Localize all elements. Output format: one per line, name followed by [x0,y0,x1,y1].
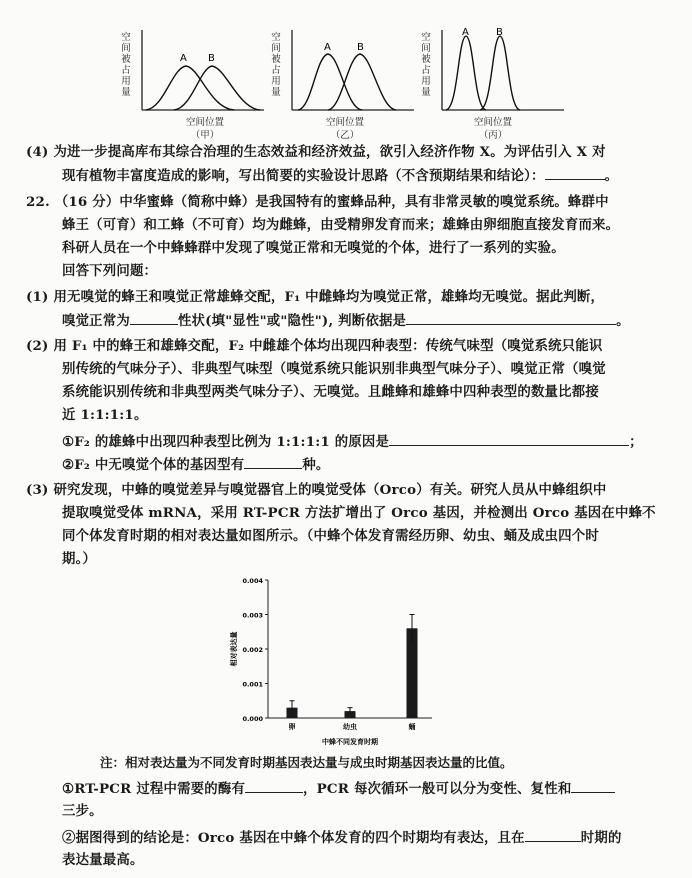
answer-blank[interactable] [389,431,629,446]
figure-caption: （乙） [330,130,360,141]
figure-ylabel: 空间被占用量 [421,32,431,98]
answer-blank[interactable] [244,454,302,469]
figure-xlabel: 空间位置 [325,117,364,128]
chart-note: 注：相对表达量为不同发育时期基因表达量与成虫时期基因表达量的比值。 [100,755,513,770]
niche-curves-chart [434,28,574,118]
q22-part3-sub1: ①RT-PCR 过程中需要的酶有 ，PCR 每次循环一般可以分为变性、复性和 [62,778,664,799]
y-axis-label: 相对表达量 [230,631,238,667]
figure-xlabel: 空间位置 [473,117,512,128]
y-tick-label: 0.003 [242,611,263,620]
curve-label-a: A [324,42,331,53]
q4-line-1: (4) 为进一步提高库布其综合治理的生态效益和经济效益，欲引入经济作物 X。为评估引入 X 对 [26,144,606,160]
x-axis-label: 中蜂不同发育时期 [322,738,378,746]
q22-intro-4: 回答下列问题： [62,263,158,279]
x-tick-label: 卵 [288,723,296,731]
q22-part3-sub1-end: 三步。 [62,803,103,819]
x-tick-label: 幼虫 [343,723,357,731]
q4-text: 现有植物丰富度造成的影响，写出简要的实验设计思路（不含预期结果和结论）： [62,168,545,184]
curve-label-a: A [180,53,187,64]
q22-part3-sub2: ②据图得到的结论是：Orco 基因在中蜂个体发育的四个时期均有表达，且在 时期的 [62,827,664,848]
niche-curves-chart [134,28,274,118]
q22-part3-line3: 同个体发育时期的相对表达量如图所示。（中蜂个体发育需经历卵、幼虫、蛹及成虫四个时 [62,528,599,544]
y-tick-label: 0.004 [242,577,263,585]
q22-part2-sub1: ①F₂ 的雄蜂中出现四种表型比例为 1:1:1:1 的原因是 ； [62,431,664,452]
y-tick-label: 0.000 [242,715,263,723]
q22-part2-line3: 系统能识别传统和非典型两类气味分子）、无嗅觉。且雌蜂和雄蜂中四种表型的数量比都接 [62,384,599,400]
q4-line-2: 现有植物丰富度造成的影响，写出简要的实验设计思路（不含预期结果和结论）： 。 [62,165,664,186]
q22-intro-1: 22. （16 分）中华蜜蜂（简称中蜂）是我国特有的蜜蜂品种，具有非常灵敏的嗅觉系统。蜂群中 [26,194,609,210]
q22-intro-2: 蜂王（可育）和工蜂（不可育）均为雌蜂，由受精卵发育而来；雄蜂由卵细胞直接发育而来。 [62,217,620,233]
answer-blank[interactable] [571,778,615,793]
answer-blank[interactable] [406,310,616,325]
y-tick-label: 0.001 [242,680,263,689]
q22-part1-line2: 嗅觉正常为 性状(填"显性"或"隐性"), 判断依据是 。 [62,310,664,331]
q22-part3-line2: 提取嗅觉受体 mRNA，采用 RT-PCR 方法扩增出了 Orco 基因，并检测出 Orco 基因在中蜂不 [62,505,656,521]
q22-part2-line1: (2) 用 F₁ 中的蜂王和雄蜂交配，F₂ 中雌雄个体均出现四种表型：传统气味型（嗅觉系统只能识 [26,338,603,354]
curve-label-b: B [496,28,503,38]
figure-ylabel: 空间被占用量 [121,32,131,98]
q22-part3-line4: 期。） [62,551,97,567]
niche-curves-chart [284,28,424,118]
q22-part3-sub2-end: 表达量最高。 [62,852,144,868]
answer-blank[interactable] [525,827,581,842]
figure-caption: （甲） [190,130,220,141]
x-tick-label: 蛹 [408,723,416,731]
curve-label-b: B [208,53,215,64]
q22-part2-line2: 别传统的气味分子）、非典型气味型（嗅觉系统只能识别非典型气味分子）、嗅觉正常（嗅觉 [62,361,606,377]
curve-label-a: A [462,28,469,38]
figure-ylabel: 空间被占用量 [271,32,281,98]
q22-part3-line1: (3) 研究发现，中蜂的嗅觉差异与嗅觉器官上的嗅觉受体（Orco）有关。研究人员从中蜂组织中 [26,482,607,498]
q22-part2-sub2: ②F₂ 中无嗅觉个体的基因型有 种。 [62,454,664,475]
y-tick-label: 0.002 [242,646,263,654]
q22-part1-line1: (1) 用无嗅觉的蜂王和嗅觉正常雄蜂交配，F₁ 中雌蜂均为嗅觉正常，雄蜂均无嗅觉。据此判断， [26,289,605,305]
figure-xlabel: 空间位置 [185,117,224,128]
answer-blank[interactable] [245,778,303,793]
answer-blank[interactable] [130,310,178,325]
q22-part2-line4: 近 1:1:1:1。 [62,407,148,423]
figure-caption: （丙） [478,130,508,141]
answer-blank[interactable] [545,165,605,180]
q22-intro-3: 科研人员在一个中蜂蜂群中发现了嗅觉正常和无嗅觉的个体，进行了一系列的实验。 [62,240,565,256]
curve-label-b: B [357,42,364,53]
orco-expression-chart [222,572,442,750]
